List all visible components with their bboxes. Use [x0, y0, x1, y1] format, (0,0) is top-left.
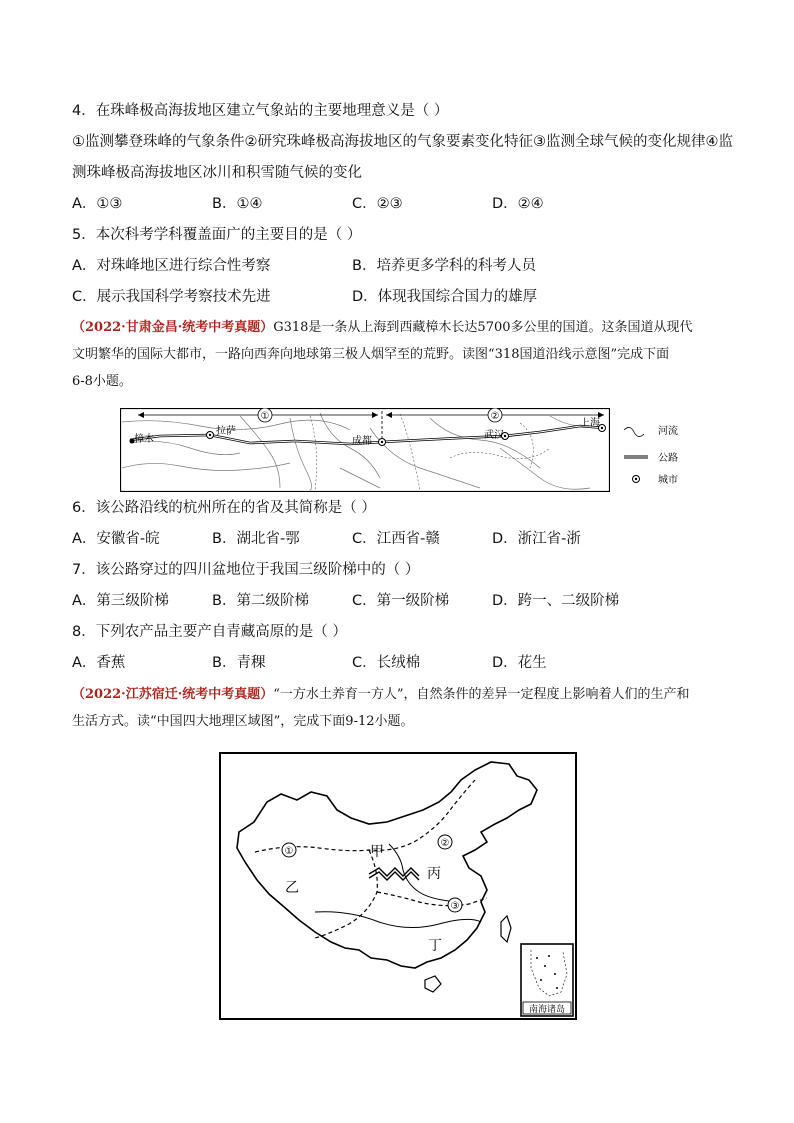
q5-option-b: B．培养更多学科的科考人员	[352, 258, 536, 274]
q4-option-b: B．①④	[212, 196, 263, 212]
q7-stem: 7．该公路穿过的四川盆地位于我国三级阶梯中的（ ）	[72, 562, 420, 578]
china-regions-map	[219, 752, 577, 1020]
q4-option-d: D．②④	[492, 196, 544, 212]
circle-3-label: ③	[450, 901, 460, 912]
q6-option-d: D．浙江省-浙	[492, 531, 581, 547]
intro1-line1	[72, 318, 693, 338]
q4-option-c: C．②③	[352, 196, 403, 212]
city-lasa: 拉萨	[216, 426, 236, 437]
intro1-source: （2022·甘肃金昌·统考中考真题）	[72, 320, 274, 335]
segment2-label: ②	[490, 411, 500, 422]
circle-2-label: ②	[440, 838, 450, 849]
intro1-line3: 6-8小题。	[72, 374, 132, 389]
q8-stem: 8．下列农产品主要产自青藏高原的是（ ）	[72, 624, 347, 640]
q6-option-c: C．江西省-赣	[352, 531, 440, 547]
q7-option-b: B．第二级阶梯	[212, 593, 309, 609]
q7-option-a: A．第三级阶梯	[72, 593, 169, 609]
q5-stem: 5．本次科考学科覆盖面广的主要目的是（ ）	[72, 227, 362, 243]
circle-1-label: ①	[284, 846, 294, 857]
region-jia-label: 甲	[370, 844, 384, 860]
q4-option-a: A．①③	[72, 196, 123, 212]
q5-option-a: A．对珠峰地区进行综合性考察	[72, 258, 271, 274]
legend-city: 城市	[658, 475, 678, 486]
city-chengdu: 成都	[352, 436, 372, 447]
q7-option-d: D．跨一、二级阶梯	[492, 593, 620, 609]
segment1-label: ①	[260, 411, 270, 422]
q6-stem: 6．该公路沿线的杭州所在的省及其简称是（ ）	[72, 500, 376, 516]
intro2-text1: “一方水土养育一方人”，自然条件的差异一定程度上影响着人们的生产和	[273, 687, 690, 702]
legend-road: 公路	[658, 453, 678, 464]
q6-option-b: B．湖北省-鄂	[212, 531, 300, 547]
intro2-line1	[72, 685, 690, 705]
q4-detail-line2: 测珠峰极高海拔地区冰川和积雪随气候的变化	[72, 165, 362, 181]
q7-option-c: C．第一级阶梯	[352, 593, 450, 609]
q8-option-a: A．香蕉	[72, 655, 126, 671]
inset-label: 南海诸岛	[528, 1005, 566, 1015]
region-yi-label: 乙	[285, 880, 299, 896]
intro1-line2: 文明繁华的国际大都市，一路向西奔向地球第三极人烟罕至的荒野。读图“318国道沿线示意图”完成下面	[72, 347, 670, 362]
region-ding-label: 丁	[428, 938, 442, 954]
q4-detail-line1: ①监测攀登珠峰的气象条件②研究珠峰极高海拔地区的气象要素变化特征③监测全球气候的变化规律④监	[72, 134, 733, 150]
q4-stem: 4．在珠峰极高海拔地区建立气象站的主要地理意义是（ ）	[72, 103, 449, 119]
legend-river: 河流	[658, 426, 678, 437]
city-wuhan: 武汉	[484, 430, 504, 441]
q8-option-c: C．长绒棉	[352, 655, 421, 671]
map-legend	[622, 420, 712, 490]
river-legend-icon	[624, 427, 644, 436]
q8-option-d: D．花生	[492, 655, 547, 671]
g318-route-map	[120, 408, 610, 492]
q5-option-d: D．体现我国综合国力的雄厚	[352, 289, 538, 305]
intro2-source: （2022·江苏宿迁·统考中考真题）	[72, 687, 274, 702]
q6-option-a: A．安徽省-皖	[72, 531, 160, 547]
region-bing-label: 丙	[427, 866, 441, 882]
city-zhangmu: 樟木	[134, 434, 154, 445]
intro2-line2: 生活方式。读“中国四大地理区域图”，完成下面9-12小题。	[72, 714, 414, 729]
q8-option-b: B．青稞	[212, 655, 266, 671]
intro1-text1: G318是一条从上海到西藏樟木长达5700多公里的国道。这条国道从现代	[273, 320, 693, 335]
q5-option-c: C．展示我国科学考察技术先进	[72, 289, 271, 305]
city-shanghai: 上海	[580, 418, 600, 429]
